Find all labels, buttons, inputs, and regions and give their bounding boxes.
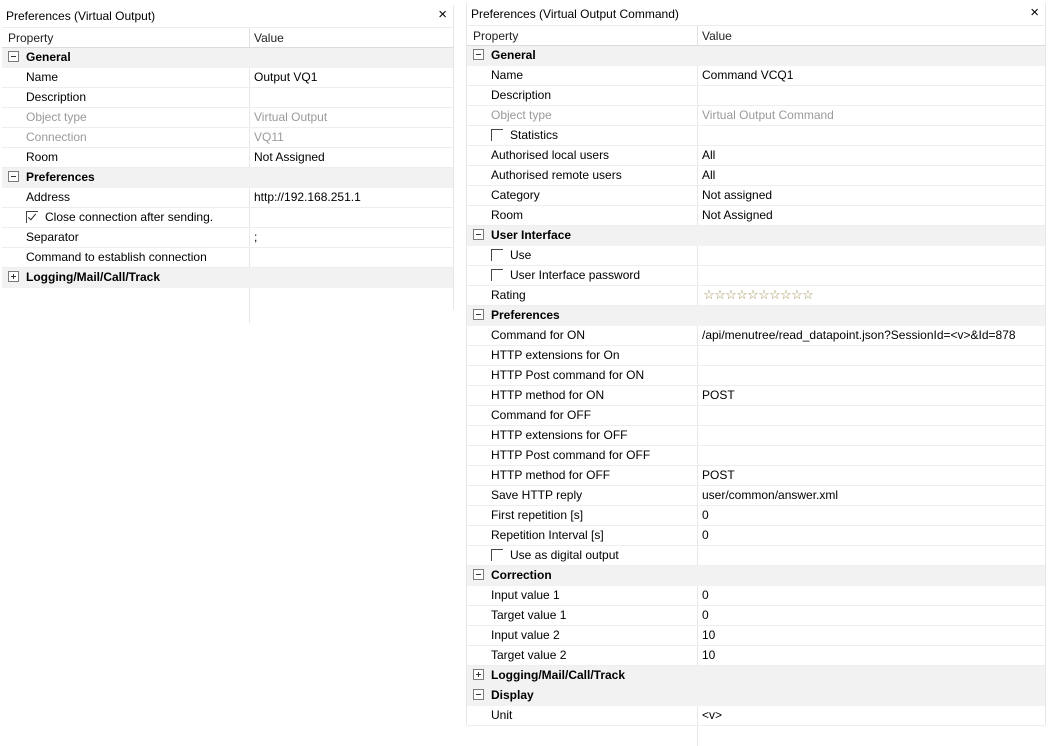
close-connection-after-sending-checkbox[interactable] <box>26 211 38 223</box>
panel-titlebar <box>2 5 453 28</box>
property-grid <box>467 46 1045 726</box>
user-interface-password-checkbox[interactable] <box>491 269 503 281</box>
category-label: Logging/Mail/Call/Track <box>491 668 626 682</box>
category-label: User Interface <box>491 228 572 242</box>
property-label: Rating <box>491 288 526 302</box>
star-icon[interactable]: ☆ <box>725 287 736 302</box>
property-value[interactable]: http://192.168.251.1 <box>254 190 361 204</box>
property-row-room[interactable] <box>2 148 453 168</box>
property-label: Separator <box>26 230 79 244</box>
property-label: Room <box>26 150 59 164</box>
property-value[interactable]: user/common/answer.xml <box>702 488 839 502</box>
property-label: Unit <box>491 708 513 722</box>
use-checkbox[interactable] <box>491 249 503 261</box>
close-icon[interactable]: × <box>1030 4 1039 21</box>
star-icon[interactable]: ☆ <box>736 287 747 302</box>
property-row-target-value-2[interactable] <box>467 646 1045 666</box>
property-label: HTTP Post command for OFF <box>491 448 651 462</box>
property-row-authorised-local-users[interactable] <box>467 146 1045 166</box>
property-label: HTTP method for ON <box>491 388 605 402</box>
star-icon[interactable]: ☆ <box>791 287 802 302</box>
property-row-command-for-on[interactable] <box>467 326 1045 346</box>
property-label: Target value 2 <box>491 648 567 662</box>
column-divider[interactable] <box>697 26 698 45</box>
property-label: Command to establish connection <box>26 250 207 264</box>
expand-icon[interactable] <box>8 271 19 282</box>
property-label: HTTP extensions for OFF <box>491 428 628 442</box>
property-row-statistics[interactable] <box>467 126 1045 146</box>
property-row-repetition-interval-s[interactable] <box>467 526 1045 546</box>
category-general[interactable] <box>467 46 1045 66</box>
property-value[interactable]: <v> <box>702 708 723 722</box>
property-value[interactable]: /api/menutree/read_datapoint.json?SessionId=<v>&Id=878 <box>702 328 1016 342</box>
property-row-input-value-2[interactable] <box>467 626 1045 646</box>
collapse-icon[interactable] <box>8 171 19 182</box>
property-row-save-http-reply[interactable] <box>467 486 1045 506</box>
property-row-description[interactable] <box>467 86 1045 106</box>
category-label: Logging/Mail/Call/Track <box>26 270 161 284</box>
property-row-input-value-1[interactable] <box>467 586 1045 606</box>
property-label: Authorised remote users <box>491 168 622 182</box>
property-label: Category <box>491 188 540 202</box>
star-icon[interactable]: ☆ <box>714 287 725 302</box>
property-label: Object type <box>491 108 552 122</box>
category-label: Display <box>491 688 534 702</box>
property-value[interactable]: Command VCQ1 <box>702 68 794 82</box>
preferences-virtual-output-command-panel <box>466 3 1046 725</box>
property-row-use-as-digital-output[interactable] <box>467 546 1045 566</box>
property-label: Statistics <box>510 128 559 142</box>
property-value[interactable]: 0 <box>702 588 709 602</box>
category-label: General <box>491 48 536 62</box>
category-user-interface[interactable] <box>467 226 1045 246</box>
property-row-name[interactable] <box>467 66 1045 86</box>
property-label: First repetition [s] <box>491 508 584 522</box>
collapse-icon[interactable] <box>473 309 484 320</box>
panel-title: Preferences (Virtual Output Command) <box>471 7 679 21</box>
property-value[interactable]: POST <box>702 468 735 482</box>
property-row-name[interactable] <box>2 68 453 88</box>
property-row-http-post-command-for-on[interactable] <box>467 366 1045 386</box>
grid-empty-area <box>2 288 453 323</box>
property-row-object-type[interactable] <box>2 108 453 128</box>
property-row-http-extensions-for-on[interactable] <box>467 346 1045 366</box>
star-icon[interactable]: ☆ <box>780 287 791 302</box>
property-value[interactable]: Virtual Output Command <box>702 108 834 122</box>
property-value[interactable]: POST <box>702 388 735 402</box>
column-divider[interactable] <box>249 28 250 47</box>
star-icon[interactable]: ☆ <box>769 287 780 302</box>
category-label: Preferences <box>26 170 95 184</box>
property-row-authorised-remote-users[interactable] <box>467 166 1045 186</box>
property-label: Use <box>510 248 532 262</box>
category-logging-mail-call-track[interactable] <box>467 666 1045 686</box>
property-label: Target value 1 <box>491 608 567 622</box>
category-preferences[interactable] <box>2 168 453 188</box>
panel-titlebar <box>467 3 1045 26</box>
property-value[interactable]: 0 <box>702 528 709 542</box>
star-icon[interactable]: ☆ <box>747 287 758 302</box>
property-label: Authorised local users <box>491 148 610 162</box>
collapse-icon[interactable] <box>473 689 484 700</box>
category-general[interactable] <box>2 48 453 68</box>
property-row-http-extensions-for-off[interactable] <box>467 426 1045 446</box>
expand-icon[interactable] <box>473 669 484 680</box>
property-row-command-to-establish-connection[interactable] <box>2 248 453 268</box>
property-row-separator[interactable] <box>2 228 453 248</box>
property-row-http-post-command-for-off[interactable] <box>467 446 1045 466</box>
star-icon[interactable]: ☆ <box>802 287 813 302</box>
property-value[interactable]: 10 <box>702 628 716 642</box>
property-row-connection[interactable] <box>2 128 453 148</box>
property-row-rating[interactable] <box>467 286 1045 306</box>
property-row-unit[interactable] <box>467 706 1045 726</box>
property-label: Use as digital output <box>510 548 619 562</box>
property-value[interactable]: Virtual Output <box>254 110 328 124</box>
property-value[interactable]: All <box>702 148 716 162</box>
property-row-http-method-for-on[interactable] <box>467 386 1045 406</box>
collapse-icon[interactable] <box>473 229 484 240</box>
star-icon[interactable]: ☆ <box>758 287 769 302</box>
category-logging-mail-call-track[interactable] <box>2 268 453 288</box>
column-header <box>2 28 453 48</box>
property-row-http-method-for-off[interactable] <box>467 466 1045 486</box>
property-row-target-value-1[interactable] <box>467 606 1045 626</box>
rating-stars[interactable] <box>703 287 813 303</box>
close-icon[interactable]: × <box>438 6 447 23</box>
property-value[interactable]: ; <box>254 230 258 244</box>
property-label: Name <box>491 68 524 82</box>
property-value[interactable]: Output VQ1 <box>254 70 318 84</box>
property-label: Command for ON <box>491 328 586 342</box>
property-row-room[interactable] <box>467 206 1045 226</box>
property-label: Connection <box>26 130 87 144</box>
property-label: Input value 2 <box>491 628 560 642</box>
grid-empty-area <box>467 726 1045 746</box>
category-display[interactable] <box>467 686 1045 706</box>
property-value[interactable]: Not assigned <box>702 188 773 202</box>
property-row-close-connection-after-sending[interactable] <box>2 208 453 228</box>
preferences-virtual-output-panel <box>2 5 454 310</box>
property-label: Close connection after sending. <box>45 210 214 224</box>
column-header-property[interactable]: Property <box>8 31 54 45</box>
property-label: Room <box>491 208 524 222</box>
property-value[interactable]: 10 <box>702 648 716 662</box>
property-row-first-repetition-s[interactable] <box>467 506 1045 526</box>
collapse-icon[interactable] <box>473 49 484 60</box>
property-row-description[interactable] <box>2 88 453 108</box>
column-header-property[interactable]: Property <box>473 29 519 43</box>
statistics-checkbox[interactable] <box>491 129 503 141</box>
property-label: Description <box>491 88 552 102</box>
property-label: Description <box>26 90 87 104</box>
property-value[interactable]: Not Assigned <box>254 150 325 164</box>
property-row-address[interactable] <box>2 188 453 208</box>
property-label: HTTP method for OFF <box>491 468 611 482</box>
property-row-category[interactable] <box>467 186 1045 206</box>
category-preferences[interactable] <box>467 306 1045 326</box>
property-row-command-for-off[interactable] <box>467 406 1045 426</box>
property-label: Name <box>26 70 59 84</box>
property-label: Object type <box>26 110 87 124</box>
property-label: Command for OFF <box>491 408 592 422</box>
column-header-value[interactable]: Value <box>254 31 284 45</box>
property-label: HTTP Post command for ON <box>491 368 645 382</box>
property-label: Address <box>26 190 71 204</box>
property-row-user-interface-password[interactable] <box>467 266 1045 286</box>
property-row-object-type[interactable] <box>467 106 1045 126</box>
property-value[interactable]: Not Assigned <box>702 208 773 222</box>
property-value[interactable]: 0 <box>702 608 709 622</box>
property-grid <box>2 48 453 288</box>
column-header-value[interactable]: Value <box>702 29 732 43</box>
category-correction[interactable] <box>467 566 1045 586</box>
category-label: Correction <box>491 568 552 582</box>
property-value[interactable]: All <box>702 168 716 182</box>
property-value[interactable]: 0 <box>702 508 709 522</box>
property-label: Input value 1 <box>491 588 560 602</box>
collapse-icon[interactable] <box>8 51 19 62</box>
column-header <box>467 26 1045 46</box>
property-label: Repetition Interval [s] <box>491 528 604 542</box>
property-row-use[interactable] <box>467 246 1045 266</box>
panel-title: Preferences (Virtual Output) <box>6 9 156 23</box>
property-label: User Interface password <box>510 268 641 282</box>
use-as-digital-output-checkbox[interactable] <box>491 549 503 561</box>
property-label: HTTP extensions for On <box>491 348 620 362</box>
category-label: General <box>26 50 71 64</box>
star-icon[interactable]: ☆ <box>703 287 714 302</box>
property-label: Save HTTP reply <box>491 488 583 502</box>
category-label: Preferences <box>491 308 560 322</box>
collapse-icon[interactable] <box>473 569 484 580</box>
property-value[interactable]: VQ11 <box>254 130 284 144</box>
